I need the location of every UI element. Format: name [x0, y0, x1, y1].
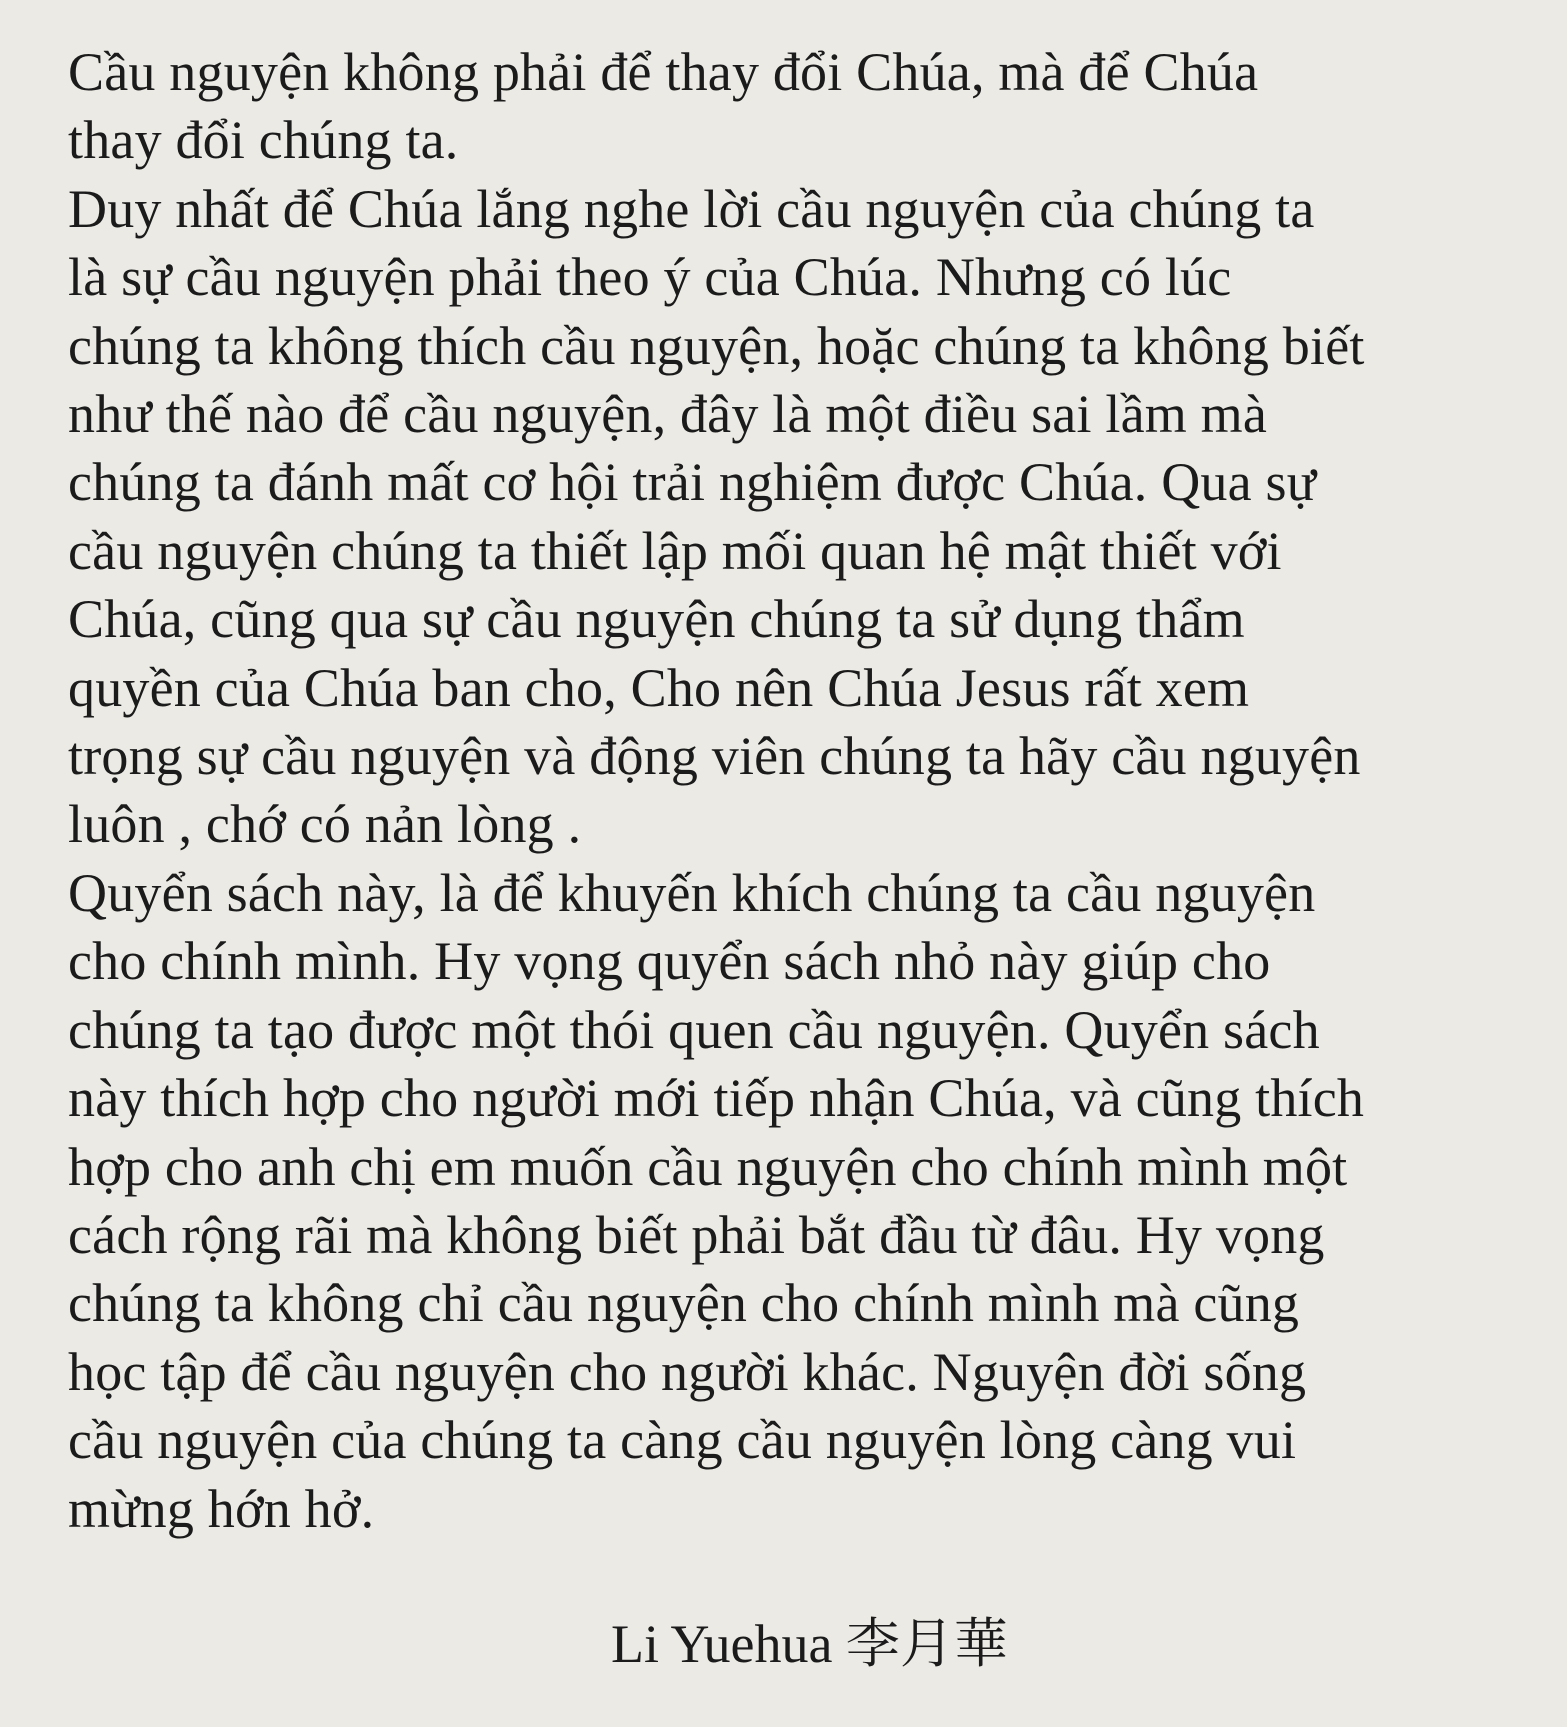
text-line: học tập để cầu nguyện cho người khác. Nguyện đời sống	[68, 1341, 1307, 1402]
body-text	[68, 38, 1548, 1543]
text-line: Cầu nguyện không phải để thay đổi Chúa, mà để Chúa	[68, 42, 1259, 102]
text-line: chúng ta không thích cầu nguyện, hoặc chúng ta không biết	[68, 315, 1365, 376]
author-signature: Li Yuehua 李月華	[611, 1614, 1008, 1674]
text-line: cách rộng rãi mà không biết phải bắt đầu từ đâu. Hy vọng	[68, 1204, 1325, 1265]
text-line: Chúa, cũng qua sự cầu nguyện chúng ta sử dụng thẩm	[68, 589, 1245, 650]
text-line: thay đổi chúng ta.	[68, 110, 459, 171]
text-line: cầu nguyện của chúng ta càng cầu nguyện lòng càng vui	[68, 1410, 1297, 1471]
text-line: trọng sự cầu nguyện và động viên chúng ta hãy cầu nguyện	[68, 726, 1361, 787]
text-line: là sự cầu nguyện phải theo ý của Chúa. Nhưng có lúc	[68, 247, 1232, 308]
text-line: mừng hớn hở.	[68, 1478, 375, 1539]
text-line: Quyển sách này, là để khuyến khích chúng ta cầu nguyện	[68, 862, 1316, 923]
text-line: chúng ta không chỉ cầu nguyện cho chính mình mà cũng	[68, 1273, 1300, 1334]
text-line: luôn , chớ có nản lòng .	[68, 794, 582, 855]
text-line: Duy nhất để Chúa lắng nghe lời cầu nguyện của chúng ta	[68, 178, 1315, 239]
text-line: cầu nguyện chúng ta thiết lập mối quan hệ mật thiết với	[68, 520, 1282, 581]
text-line: hợp cho anh chị em muốn cầu nguyện cho chính mình một	[68, 1136, 1348, 1197]
text-line: quyền của Chúa ban cho, Cho nên Chúa Jesus rất xem	[68, 657, 1250, 718]
text-line: chúng ta tạo được một thói quen cầu nguyện. Quyển sách	[68, 999, 1320, 1060]
text-line: cho chính mình. Hy vọng quyển sách nhỏ này giúp cho	[68, 931, 1271, 992]
text-line: như thế nào để cầu nguyện, đây là một điều sai lầm mà	[68, 384, 1268, 445]
text-line: này thích hợp cho người mới tiếp nhận Chúa, và cũng thích	[68, 1068, 1365, 1129]
text-line: chúng ta đánh mất cơ hội trải nghiệm được Chúa. Qua sự	[68, 452, 1317, 513]
